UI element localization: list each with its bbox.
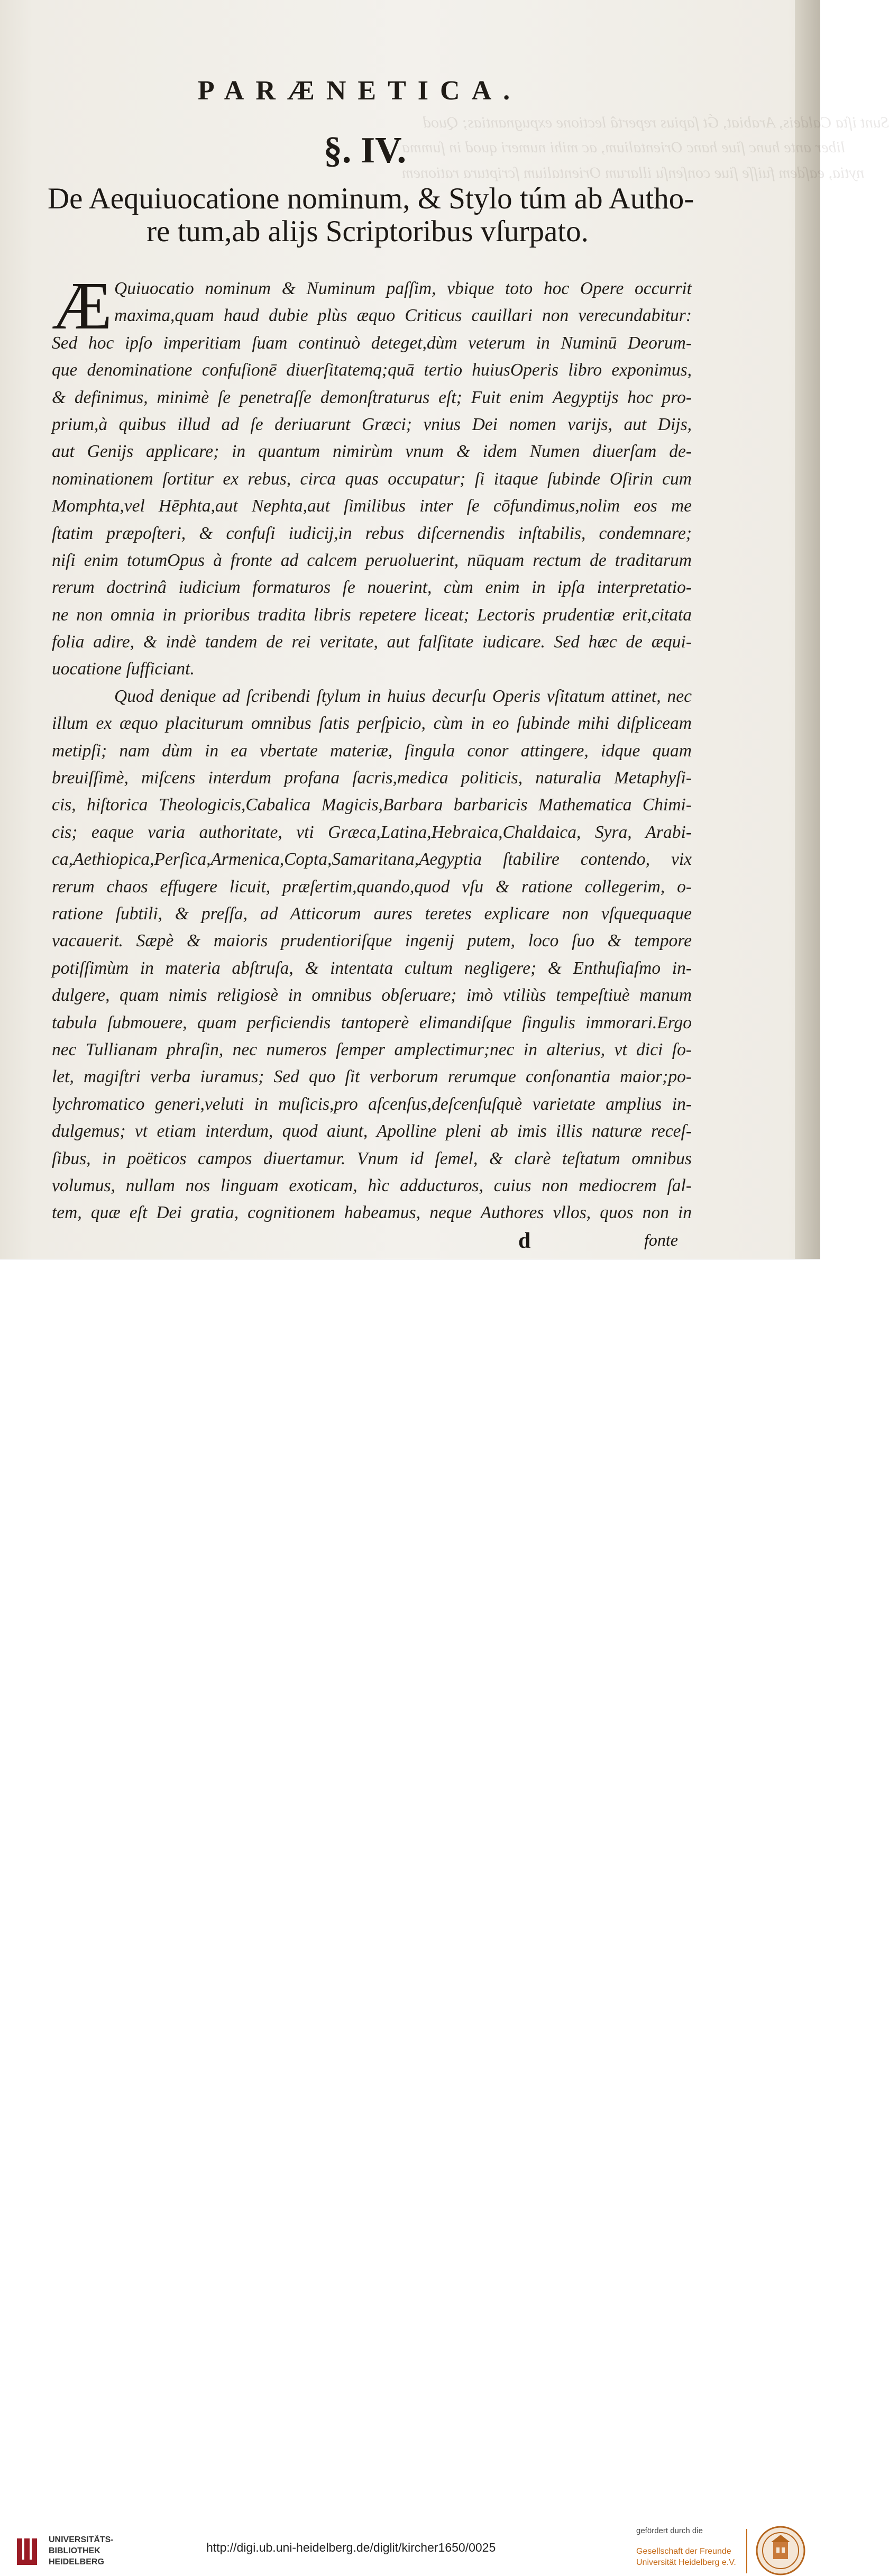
body-text <box>52 268 692 1227</box>
show-through: Sunt iſta Caldeis, Arabiat, Ǵt ſapius repertâ lectione expugnantias; Quod <box>423 114 889 131</box>
library-name <box>49 2534 114 2568</box>
text-line: ſtatim præpoſteri, & confuſi iudicij,in rebus diſcernendis inſtabilis, condemnare; <box>52 523 692 543</box>
text-line: Sed hoc ipſo imperitiam ſuam continuò deteget,dùm veterum in Numinū Deorum- <box>52 333 692 353</box>
text-line: Momphta,vel Hēphta,aut Nephta,aut ſimilibus inter ſe cōfundimus,nolim eos me <box>52 496 692 516</box>
page-edge <box>795 0 820 1259</box>
text-line: cis, hiſtorica Theologicis,Cabalica Magicis,Barbara barbaricis Mathematica Chimi- <box>52 795 692 815</box>
text-line: nominationem ſortitur ex rebus, circa quas occupatur; ſi itaque ſubinde Oſirin cum <box>52 469 692 489</box>
running-head: PARÆNETICA. <box>197 76 522 106</box>
text-line: breuiſſimè, miſcens interdum profana ſacris,medica politicis, naturalia Metaphyſi- <box>52 768 692 788</box>
funder-name-line: Gesellschaft der Freunde <box>636 2547 731 2556</box>
scanned-page <box>0 0 889 1259</box>
funder-name[interactable] <box>636 2546 736 2568</box>
drop-cap: Æ <box>52 268 112 343</box>
text-line: ſibus, in poëticos campos diuertamur. Vnum id ſemel, & clarè teſtatum omnibus <box>52 1148 692 1168</box>
section-number: §. IV. <box>323 130 407 171</box>
library-name-line: UNIVERSITÄTS- <box>49 2535 114 2544</box>
text-line: niſi enim totumOpus à fronte ad calcem peruoluerint, nūquam rectum de traditarum <box>52 550 692 570</box>
text-line: folia adire, & indè tandem de rei veritate, aut falſitate iudicare. Sed hæc de æqui- <box>52 632 692 652</box>
signature-mark: d <box>518 1229 531 1253</box>
text-line: uocatione ſufficiant. <box>52 659 195 679</box>
text-line: ratione ſubtili, & preſſa, ad Atticorum aures teretes explicare non vſquequaque <box>52 903 692 924</box>
show-through: nytia, eaſdem fuiſſe ſiue conſenſu illarum Orientalium ſcriptura rationem <box>402 164 865 181</box>
text-line: ne non omnia in prioribus tradita libris repetere liceat; Lectoris prudentiæ erit,citata <box>52 605 692 625</box>
text-line: maxima,quam haud dubie plùs æquo Criticus cauillari non verecundabitur: <box>114 306 692 326</box>
university-seal-icon <box>755 2525 806 2576</box>
library-name-line: HEIDELBERG <box>49 2557 104 2566</box>
divider <box>746 2529 747 2573</box>
catchword: fonte <box>644 1230 678 1249</box>
text-line: tabula ſubmouere, quam perficiendis tantoperè elimandiſque ſingulis immorari.Ergo <box>52 1012 692 1033</box>
text-line: cis; eaque varia authoritate, vti Græca,Latina,Hebraica,Chaldaica, Syra, Arabi- <box>52 822 692 842</box>
text-line: ca,Aethiopica,Perſica,Armenica,Copta,Samaritana,Aegyptia ſtabilire contendo, vix <box>52 849 692 870</box>
show-through: liber ante hunc ſiue hanc Orientalium, ac mihi numeri quod in ſumma <box>402 139 846 156</box>
text-line: rerum doctrinâ iudicium formaturos ſe nouerint, cùm enim in ipſa interpretatio- <box>52 578 692 598</box>
text-line: & definimus, minimè ſe penetraſſe demonſtraturus eſt; Fuit enim Aegyptijs hoc pro- <box>52 387 692 407</box>
text-line: Quiuocatio nominum & Numinum paſſim, vbique toto hoc Opere occurrit <box>114 279 692 298</box>
text-line: prium,à quibus illud ad ſe deriuarunt Græci; vnius Dei nomen varijs, aut Dijs, <box>52 414 692 434</box>
text-line: metipſi; nam dùm in ea vbertate materiæ, ſingula conor attingere, idque quam <box>52 741 692 761</box>
text-line: nec Tullianam phraſin, nec numeros ſemper amplectimur;nec in alterius, vt dici ſo- <box>52 1039 692 1059</box>
text-line: potiſſimùm in materia abſtruſa, & intentata cultum negligere; & Enthuſiaſmo in- <box>52 958 692 978</box>
text-line: que denominatione confuſionē diuerſitatemq;quā tertio huiusOperis libro exponimus, <box>52 360 692 380</box>
text-line: rerum chaos effugere licuit, præſertim,quando,quod vſu & ratione collegerim, o- <box>52 876 692 897</box>
section-title <box>48 182 694 248</box>
title-line: re tum,ab alijs Scriptoribus vſurpato. <box>146 215 589 248</box>
text-line: Quod denique ad ſcribendi ſtylum in huius decurſu Operis vſitatum attinet, nec <box>114 686 692 706</box>
text-line: dulgere, quam nimis religiosè in omnibus obſeruare; imò vtiliùs tempeſtiuè manum <box>52 985 692 1006</box>
permalink-url[interactable]: http://digi.ub.uni-heidelberg.de/diglit/kircher1650/0025 <box>206 2541 496 2554</box>
text-line: vacauerit. Sæpè & maioris prudentioriſque ingenij putem, loco ſuo & tempore <box>52 931 692 951</box>
text-line: volumus, nullam nos linguam exoticam, hìc adducturos, cuius non mediocrem ſal- <box>52 1175 692 1195</box>
text-line: aut Genijs applicare; in quantum nimirùm vnum & idem Numen diuerſam de- <box>52 442 692 462</box>
funder-name-line: Universität Heidelberg e.V. <box>636 2558 736 2567</box>
title-line: De Aequiuocatione nominum, & Stylo túm ab Autho- <box>48 182 694 215</box>
funder-label: gefördert durch die <box>636 2526 703 2535</box>
library-name-line: BIBLIOTHEK <box>49 2546 100 2555</box>
text-line: tem, quæ eſt Dei gratia, cognitionem habeamus, neque Authores vllos, quos non in <box>52 1203 692 1223</box>
university-library-logo-icon <box>16 2536 43 2567</box>
text-line: dulgemus; vt etiam interdum, quod aiunt, Apolline pleni ab imis illis naturæ receſ- <box>52 1121 692 1141</box>
viewer-footer <box>0 1259 820 2567</box>
text-line: illum ex æquo placiturum omnibus ſatis perſpicio, cùm in eo ſubinde mihi diſpliceam <box>52 714 692 734</box>
text-line: lychromatico generi,veluti in muſicis,pro aſcenſus,deſcenſuſquè varietate amplius in- <box>52 1094 692 1114</box>
text-line: let, magiſtri verba iuramus; Sed quo ſit verborum rerumque conſonantia maior;po- <box>52 1067 692 1087</box>
